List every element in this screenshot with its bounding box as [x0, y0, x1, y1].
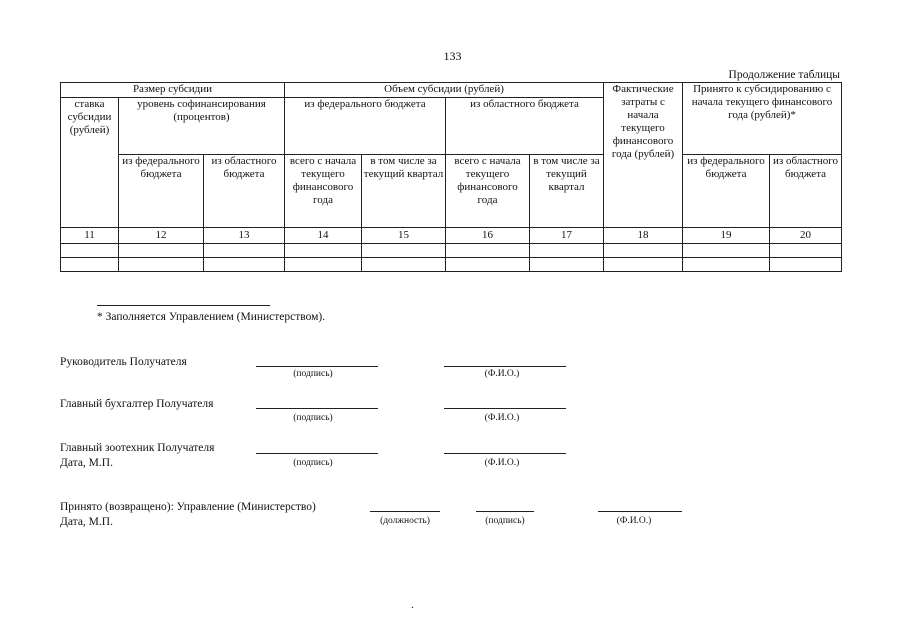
header-reg-quarter: в том числе за текущий квартал — [530, 155, 604, 228]
name-caption: (Ф.И.О.) — [484, 369, 520, 379]
header-accepted: Принято к субсидированию с начала текущего финансового года (рублей)* — [683, 83, 842, 155]
accepted-name-line[interactable] — [598, 511, 682, 512]
signature-caption: (подпись) — [485, 516, 525, 526]
table-row — [61, 244, 842, 258]
table-cell[interactable] — [446, 244, 530, 258]
table-cell[interactable] — [204, 258, 285, 272]
table-cell[interactable] — [604, 258, 683, 272]
column-number: 12 — [119, 228, 204, 244]
date-mp-label: Дата, М.П. — [60, 516, 113, 528]
table-row — [61, 258, 842, 272]
table-cell[interactable] — [362, 244, 446, 258]
column-number-row — [61, 228, 842, 244]
header-reg-total: всего с начала текущего финансового года — [446, 155, 530, 228]
zootechnician-signature-line[interactable] — [256, 453, 378, 454]
header-cofin-regional: из областного бюджета — [204, 155, 285, 228]
accountant-name-line[interactable] — [444, 408, 566, 409]
accountant-label: Главный бухгалтер Получателя — [60, 398, 214, 410]
table-cell[interactable] — [61, 258, 119, 272]
header-volume-regional: из областного бюджета — [446, 98, 604, 155]
table-cell[interactable] — [362, 258, 446, 272]
column-number: 14 — [285, 228, 362, 244]
table-cell[interactable] — [285, 244, 362, 258]
continuation-label: Продолжение таблицы — [728, 69, 840, 81]
accepted-label: Принято (возвращено): Управление (Министерство) — [60, 501, 316, 513]
table-cell[interactable] — [119, 244, 204, 258]
header-subsidy-rate: ставка субсидии (рублей) — [61, 98, 119, 228]
head-name-line[interactable] — [444, 366, 566, 367]
position-caption: (должность) — [380, 516, 430, 526]
header-cofinancing-level: уровень софинансирования (процентов) — [119, 98, 285, 155]
signature-caption: (подпись) — [293, 413, 333, 423]
date-mp-label: Дата, М.П. — [60, 457, 113, 469]
name-caption: (Ф.И.О.) — [484, 413, 520, 423]
table-cell[interactable] — [530, 258, 604, 272]
footnote-rule — [97, 305, 270, 306]
signature-caption: (подпись) — [293, 458, 333, 468]
accepted-signature-line[interactable] — [476, 511, 534, 512]
column-number: 17 — [530, 228, 604, 244]
header-fed-quarter: в том числе за текущий квартал — [362, 155, 446, 228]
table-cell[interactable] — [604, 244, 683, 258]
header-subsidy-volume: Объем субсидии (рублей) — [285, 83, 604, 98]
subsidy-table — [60, 82, 842, 272]
head-label: Руководитель Получателя — [60, 356, 187, 368]
table-cell[interactable] — [285, 258, 362, 272]
table-cell[interactable] — [683, 258, 770, 272]
table-cell[interactable] — [770, 244, 842, 258]
header-volume-federal: из федерального бюджета — [285, 98, 446, 155]
header-accepted-regional: из областного бюджета — [770, 155, 842, 228]
table-cell[interactable] — [683, 244, 770, 258]
table-cell[interactable] — [61, 244, 119, 258]
table-cell[interactable] — [446, 258, 530, 272]
header-accepted-federal: из федерального бюджета — [683, 155, 770, 228]
column-number: 16 — [446, 228, 530, 244]
position-line[interactable] — [370, 511, 440, 512]
column-number: 18 — [604, 228, 683, 244]
column-number: 11 — [61, 228, 119, 244]
column-number: 19 — [683, 228, 770, 244]
head-signature-line[interactable] — [256, 366, 378, 367]
signature-caption: (подпись) — [293, 369, 333, 379]
table-cell[interactable] — [770, 258, 842, 272]
header-fed-total: всего с начала текущего финансового года — [285, 155, 362, 228]
name-caption: (Ф.И.О.) — [616, 516, 652, 526]
name-caption: (Ф.И.О.) — [484, 458, 520, 468]
zootechnician-name-line[interactable] — [444, 453, 566, 454]
header-subsidy-size: Размер субсидии — [61, 83, 285, 98]
table-cell[interactable] — [119, 258, 204, 272]
footnote: * Заполняется Управлением (Министерством). — [97, 311, 326, 323]
zootechnician-label: Главный зоотехник Получателя — [60, 442, 215, 454]
table-cell[interactable] — [530, 244, 604, 258]
header-cofin-federal: из федерального бюджета — [119, 155, 204, 228]
column-number: 13 — [204, 228, 285, 244]
bottom-mark: . — [411, 597, 414, 611]
column-number: 15 — [362, 228, 446, 244]
column-number: 20 — [770, 228, 842, 244]
page-number: 133 — [443, 49, 462, 63]
accountant-signature-line[interactable] — [256, 408, 378, 409]
table-cell[interactable] — [204, 244, 285, 258]
header-actual-costs: Фактические затраты с начала текущего финансового года (рублей) — [604, 83, 683, 228]
